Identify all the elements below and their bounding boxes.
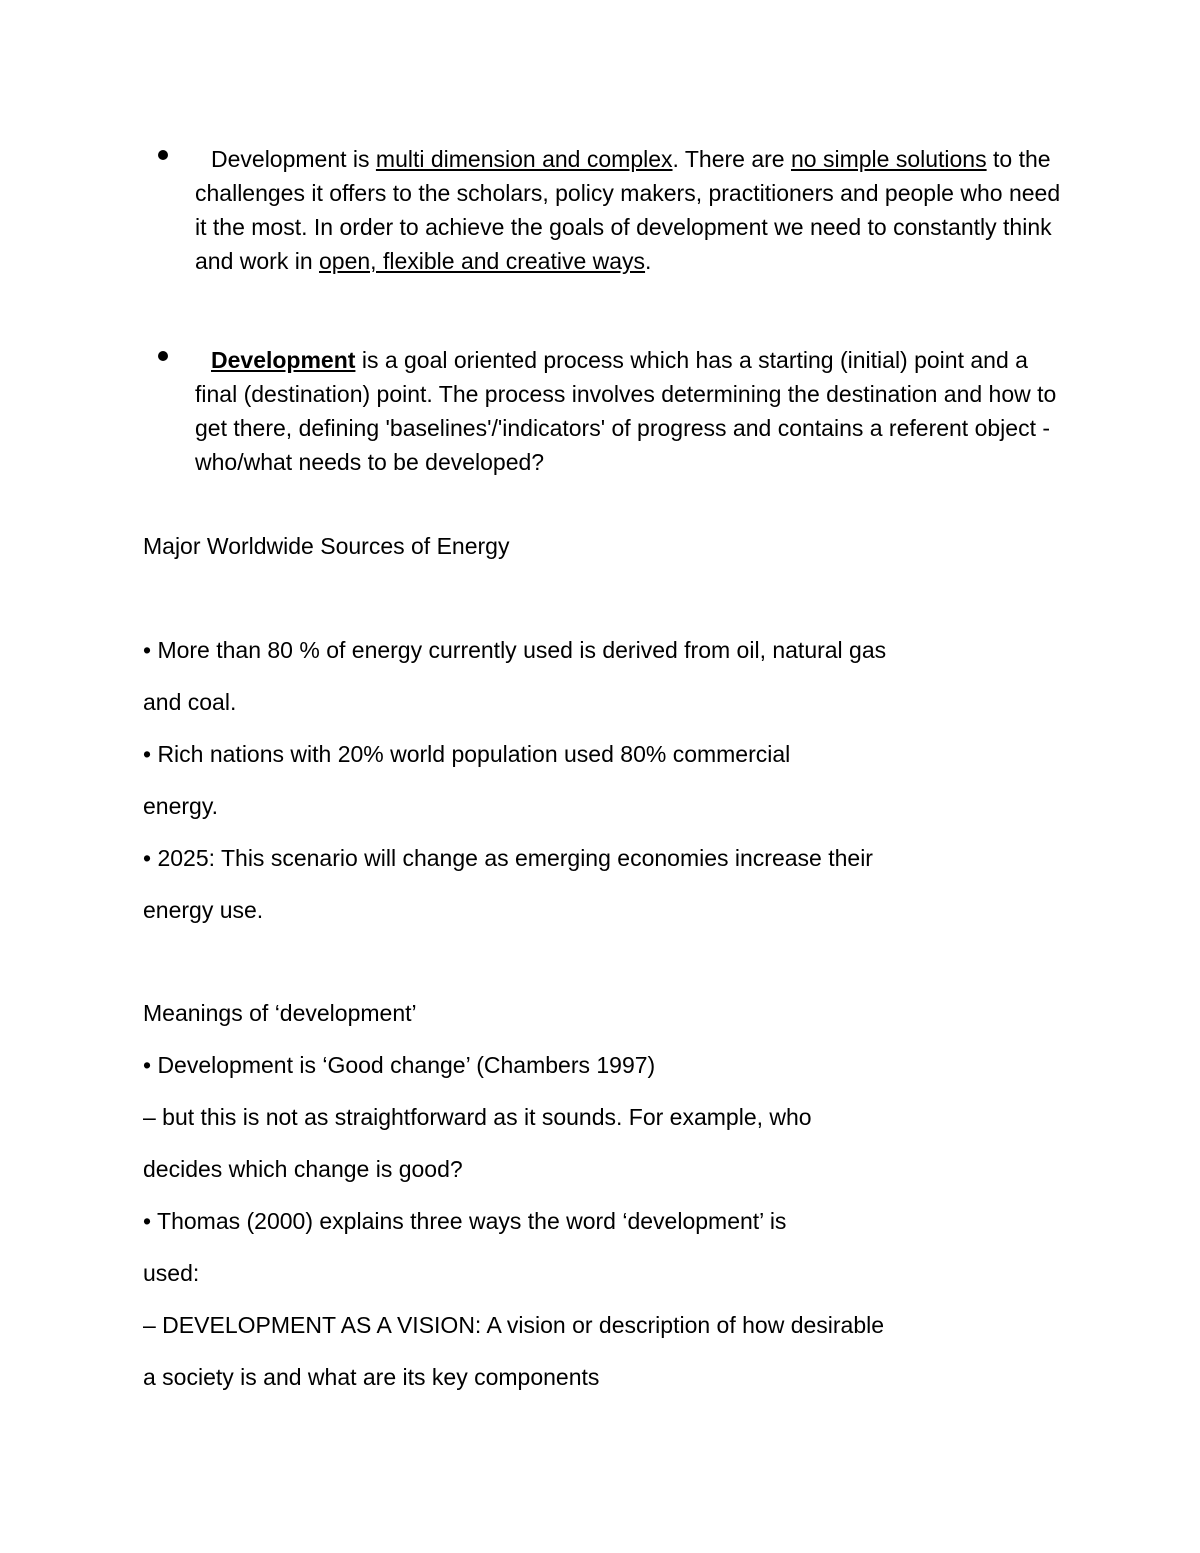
text-segment: Development is: [211, 146, 376, 172]
text-segment: is a goal oriented process which has a starting (initial) point and a final (destination) point. The process involves determining the destination and how to get there, defining 'baselines'/'indicators' of progress and contains a referent object - who/what needs to be developed?: [195, 347, 1057, 475]
text-line: and coal.: [143, 689, 237, 715]
text-line: decides which change is good?: [143, 1156, 463, 1182]
text-line: • More than 80 % of energy currently used is derived from oil, natural gas: [143, 637, 887, 663]
text-segment: to the challenges it offers to the scholars, policy makers, practitioners and people who need it the most. In order to achieve the goals of development we need to constantly think and work in: [195, 146, 1061, 274]
text-segment: open, flexible and creative ways: [319, 248, 646, 274]
text-line: – but this is not as straightforward as it sounds. For example, who: [143, 1104, 812, 1130]
bullet-paragraph-development-goal-oriented: [195, 343, 1075, 479]
text-line: a society is and what are its key components: [143, 1364, 600, 1390]
bullet-paragraph-development-complex: [195, 142, 1075, 278]
text-line: • Development is ‘Good change’ (Chambers 1997): [143, 1052, 656, 1078]
text-line: energy.: [143, 793, 219, 819]
text-segment: multi dimension and complex: [375, 146, 673, 172]
bullet-dot: [158, 351, 168, 361]
text-segment: .: [645, 248, 652, 274]
bullet-dot: [158, 150, 168, 160]
text-line: • Rich nations with 20% world population used 80% commercial: [143, 741, 791, 767]
text-line: • 2025: This scenario will change as emerging economies increase their: [143, 845, 873, 871]
text-line: – DEVELOPMENT AS A VISION: A vision or description of how desirable: [143, 1312, 885, 1338]
text-line: energy use.: [143, 897, 264, 923]
text-segment: Development: [211, 347, 356, 373]
text-segment: . There are: [672, 146, 791, 172]
section-heading-energy-sources: Major Worldwide Sources of Energy: [143, 533, 510, 559]
text-segment: no simple solutions: [791, 146, 987, 172]
text-line: used:: [143, 1260, 200, 1286]
section-heading-meanings-of-development: Meanings of ‘development’: [143, 1000, 417, 1026]
text-line: • Thomas (2000) explains three ways the word ‘development’ is: [143, 1208, 787, 1234]
